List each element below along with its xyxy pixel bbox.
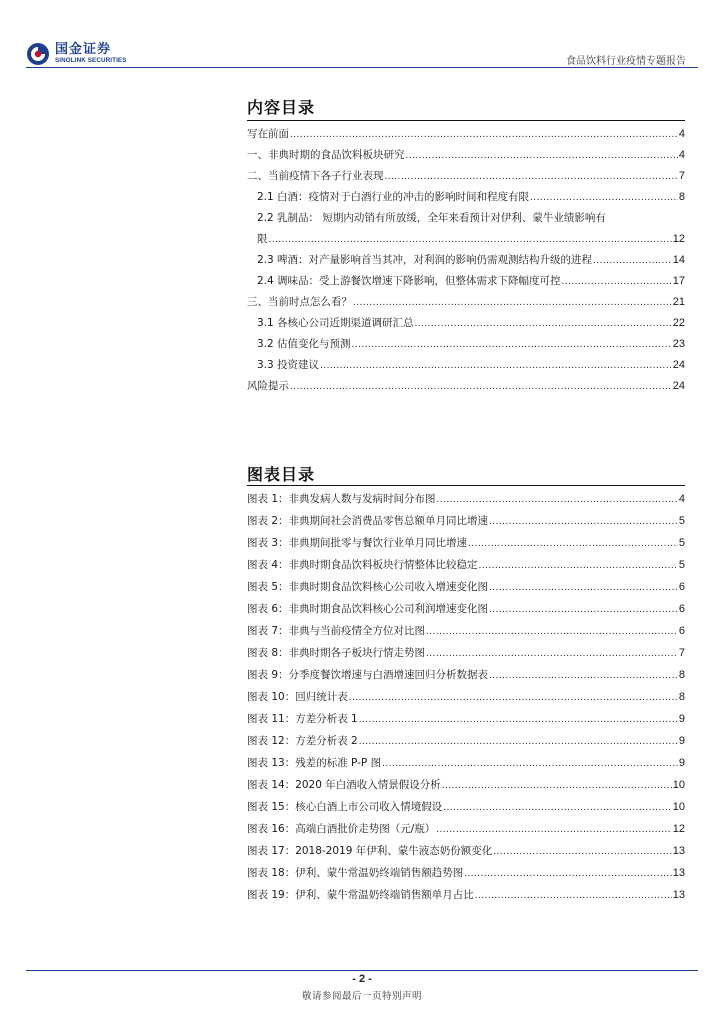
toc-entry[interactable] [247, 378, 685, 394]
contents-heading-rule [247, 120, 685, 121]
figure-entry-text: 图表 9：分季度餐饮增速与白酒增速回归分析数据表 [247, 669, 489, 681]
figure-entry[interactable] [247, 821, 685, 837]
figure-entry-text: 图表 10：回归统计表 [247, 691, 348, 703]
figure-entry-text: 图表 2：非典期间社会消费品零售总额单月同比增速 [247, 515, 489, 527]
figure-entry-page: 5 [678, 559, 685, 571]
dot-leader [290, 378, 672, 395]
figure-entry[interactable] [247, 777, 685, 793]
figure-entry-text: 图表 4：非典时期食品饮料板块行情整体比较稳定 [247, 559, 478, 571]
dot-leader [359, 711, 678, 728]
figure-entry-text: 图表 1：非典发病人数与发病时间分布图 [247, 493, 436, 505]
logo-chinese-name: 国金证券 [55, 42, 112, 58]
dot-leader [415, 315, 672, 332]
figure-entry[interactable] [247, 843, 685, 859]
toc-entry[interactable] [247, 168, 685, 184]
figure-entry[interactable] [247, 755, 685, 771]
dot-leader [352, 336, 672, 353]
figure-entry[interactable] [247, 667, 685, 683]
toc-entry-page: 4 [678, 149, 685, 161]
dot-leader [468, 535, 678, 552]
figures-heading-rule [247, 485, 685, 486]
toc-entry-text: 限 [257, 233, 268, 245]
toc-entry[interactable] [247, 126, 685, 142]
dot-leader [426, 645, 678, 662]
figure-entry[interactable] [247, 711, 685, 727]
figure-entry-page: 6 [678, 603, 685, 615]
figure-entry-page: 9 [678, 735, 685, 747]
toc-entry-page: 24 [672, 359, 685, 371]
toc-entry-text: 三、当前时点怎么看？ [247, 296, 352, 308]
toc-entry-text: 2.3 啤酒：对产量影响首当其冲，对利润的影响仍需观测结构升级的进程 [257, 254, 593, 266]
toc-entry[interactable] [257, 357, 685, 373]
toc-entry-text: 2.2 乳制品： 短期内动销有所放缓，全年来看预计对伊利、蒙牛业绩影响有 [257, 212, 606, 224]
dot-leader [269, 231, 672, 248]
figure-entry-text: 图表 19：伊利、蒙牛常温奶终端销售额单月占比 [247, 889, 474, 901]
dot-leader [562, 273, 672, 290]
figure-entry[interactable] [247, 557, 685, 573]
figure-entry-page: 10 [672, 779, 685, 791]
toc-entry-text: 3.3 投资建议 [257, 359, 320, 371]
figure-entry-page: 6 [678, 581, 685, 593]
figure-entry[interactable] [247, 733, 685, 749]
toc-entry-page: 8 [678, 191, 685, 203]
toc-entry-page: 4 [678, 128, 685, 140]
dot-leader [479, 557, 678, 574]
toc-entry[interactable] [257, 273, 685, 289]
toc-entry-page: 22 [672, 317, 685, 329]
sinolink-logo-icon [26, 42, 50, 66]
dot-leader [489, 667, 678, 684]
figure-entry-page: 13 [672, 845, 685, 857]
dot-leader [290, 126, 678, 143]
figure-entry-text: 图表 15：核心白酒上市公司收入情境假设 [247, 801, 443, 813]
figure-entry-text: 图表 5：非典时期食品饮料核心公司收入增速变化图 [247, 581, 489, 593]
figure-entry[interactable] [247, 865, 685, 881]
dot-leader [443, 799, 672, 816]
toc-entry-text: 二、当前疫情下各子行业表现 [247, 170, 384, 182]
figure-entry[interactable] [247, 645, 685, 661]
figure-entry-text: 图表 12：方差分析表 2 [247, 735, 358, 747]
figure-entry[interactable] [247, 579, 685, 595]
header-divider [26, 67, 698, 68]
toc-entry-text: 3.1 各核心公司近期渠道调研汇总 [257, 317, 414, 329]
figure-entry-page: 13 [672, 889, 685, 901]
figure-entry-text: 图表 17：2018-2019 年伊利、蒙牛液态奶份额变化 [247, 845, 493, 857]
toc-entry-page: 14 [672, 254, 685, 266]
toc-entry-text: 风险提示 [247, 380, 289, 392]
figure-entry-page: 5 [678, 515, 685, 527]
logo-english-name: SINOLINK SECURITIES [55, 57, 127, 65]
dot-leader [442, 777, 672, 794]
dot-leader [359, 733, 678, 750]
figure-entry-text: 图表 11：方差分析表 1 [247, 713, 358, 725]
dot-leader [353, 294, 672, 311]
toc-entry-page: 12 [672, 233, 685, 245]
footer-disclaimer: 敬请参阅最后一页特别声明 [301, 991, 422, 1002]
toc-entry-page: 23 [672, 338, 685, 350]
dot-leader [489, 601, 678, 618]
toc-entry[interactable] [257, 315, 685, 331]
toc-entry-text: 3.2 估值变化与预测 [257, 338, 351, 350]
toc-entry-page: 17 [672, 275, 685, 287]
figure-entry[interactable] [247, 623, 685, 639]
figure-entry-page: 7 [678, 647, 685, 659]
toc-entry-text: 一、非典时期的食品饮料板块研究 [247, 149, 405, 161]
footer-divider [26, 970, 698, 971]
figure-entry[interactable] [247, 513, 685, 529]
figure-entry-text: 图表 8：非典时期各子板块行情走势图 [247, 647, 426, 659]
figure-entry[interactable] [247, 887, 685, 903]
toc-entry-text: 写在前面 [247, 128, 289, 140]
dot-leader [475, 887, 672, 904]
figure-entry-text: 图表 14：2020 年白酒收入情景假设分析 [247, 779, 441, 791]
figure-entry-page: 13 [672, 867, 685, 879]
toc-entry[interactable] [257, 336, 685, 352]
report-title: 食品饮料行业疫情专题报告 [566, 56, 686, 67]
dot-leader [320, 357, 672, 374]
figure-entry-page: 6 [678, 625, 685, 637]
figure-entry-page: 8 [678, 691, 685, 703]
page-number: - 2 - [352, 973, 372, 985]
figure-entry-page: 9 [678, 713, 685, 725]
toc-entry[interactable] [247, 147, 685, 163]
dot-leader [406, 147, 678, 164]
figure-entry[interactable] [247, 601, 685, 617]
figures-heading: 图表目录 [247, 465, 316, 484]
dot-leader [530, 189, 678, 206]
dot-leader [349, 689, 678, 706]
figure-entry-text: 图表 13：残差的标准 P-P 图 [247, 757, 382, 769]
dot-leader [385, 168, 678, 185]
figure-entry-page: 10 [672, 801, 685, 813]
toc-entry[interactable] [257, 189, 685, 205]
toc-entry[interactable] [257, 252, 685, 268]
figure-entry-text: 图表 18：伊利、蒙牛常温奶终端销售额趋势图 [247, 867, 464, 879]
toc-entry-page: 21 [672, 296, 685, 308]
figure-entry-page: 5 [678, 537, 685, 549]
company-logo [26, 40, 127, 68]
dot-leader [437, 491, 678, 508]
toc-entry-page: 24 [672, 380, 685, 392]
toc-entry[interactable] [247, 294, 685, 310]
toc-entry-page: 7 [678, 170, 685, 182]
figure-entry-page: 4 [678, 493, 685, 505]
dot-leader [426, 623, 678, 640]
figure-entry-page: 9 [678, 757, 685, 769]
toc-entry-text: 2.1 白酒：疫情对于白酒行业的冲击的影响时间和程度有限 [257, 191, 530, 203]
contents-heading: 内容目录 [247, 98, 316, 117]
figure-entry[interactable] [247, 689, 685, 705]
dot-leader [593, 252, 672, 269]
figure-entry[interactable] [247, 491, 685, 507]
toc-entry[interactable] [257, 210, 685, 226]
figure-entry-text: 图表 6：非典时期食品饮料核心公司利润增速变化图 [247, 603, 489, 615]
figure-entry-page: 8 [678, 669, 685, 681]
page-header [0, 0, 724, 70]
dot-leader [382, 755, 678, 772]
dot-leader [464, 865, 672, 882]
dot-leader [489, 579, 678, 596]
dot-leader [436, 821, 672, 838]
figure-entry-text: 图表 7：非典与当前疫情全方位对比图 [247, 625, 426, 637]
toc-entry-continuation[interactable] [257, 231, 685, 247]
figure-entry-page: 12 [672, 823, 685, 835]
dot-leader [489, 513, 678, 530]
figure-entry[interactable] [247, 535, 685, 551]
figure-entry-text: 图表 3：非典期间批零与餐饮行业单月同比增速 [247, 537, 468, 549]
toc-entry-text: 2.4 调味品：受上游餐饮增速下降影响，但整体需求下降幅度可控 [257, 275, 561, 287]
figure-entry[interactable] [247, 799, 685, 815]
figure-entry-text: 图表 16：高端白酒批价走势图（元/瓶） [247, 823, 436, 835]
dot-leader [493, 843, 671, 860]
